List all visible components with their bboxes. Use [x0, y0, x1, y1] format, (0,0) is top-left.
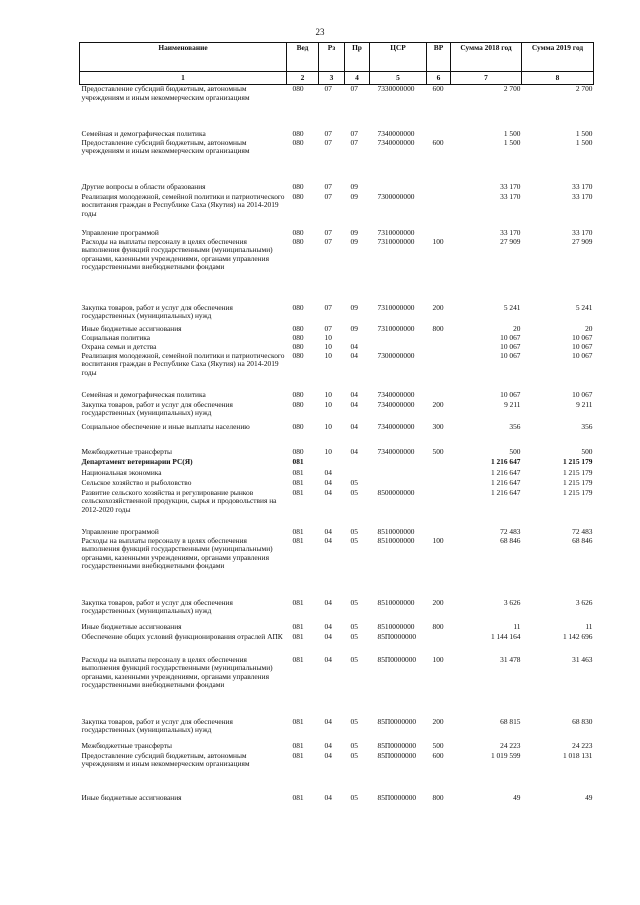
- row-csr: 7310000000: [377, 227, 415, 237]
- row-name: Национальная экономика: [81, 467, 162, 477]
- row-ved: 081: [292, 487, 304, 497]
- row-sum-2018: 1 500: [503, 137, 521, 147]
- row-vr: 100: [432, 535, 444, 545]
- row-rz: 07: [324, 84, 332, 93]
- row-sum-2018: 20: [513, 323, 521, 333]
- row-ved: 080: [292, 236, 304, 246]
- col-header-csr: ЦСР: [370, 43, 427, 72]
- col-number-2: 2: [287, 72, 319, 85]
- row-rz: 10: [324, 389, 332, 399]
- page-number: 23: [315, 27, 325, 37]
- row-name: Управление программой: [81, 526, 159, 536]
- row-rz: 07: [324, 323, 332, 333]
- row-csr: 85П0000000: [377, 750, 417, 760]
- row-csr: [370, 479, 427, 489]
- row-ved: 080: [292, 191, 304, 201]
- col-header-vr: ВР: [427, 43, 451, 72]
- col-number-4: 4: [345, 72, 370, 85]
- row-vr: 500: [432, 446, 444, 456]
- row-pr: 04: [350, 350, 358, 360]
- row-name: Департамент ветеринарии РС(Я): [81, 456, 193, 466]
- row-pr: 05: [350, 526, 358, 536]
- table-row: [80, 238, 594, 304]
- row-csr: 7310000000: [377, 236, 415, 246]
- row-sum-2019: 1 215 179: [562, 467, 593, 477]
- row-name: Предоставление субсидий бюджетным, автономным учреждениям и иным некоммерческим организациям: [81, 750, 250, 769]
- row-csr: 85П0000000: [377, 654, 417, 664]
- row-vr: [427, 458, 451, 469]
- row-vr: [427, 334, 451, 343]
- row-pr: 05: [350, 740, 358, 750]
- row-name: Закупка товаров, работ и услуг для обеспечения государственных (муниципальных) нужд: [81, 597, 233, 616]
- row-rz: 04: [324, 487, 332, 497]
- row-sum-2018: 500: [509, 446, 521, 456]
- row-sum-2019: 33 170: [572, 191, 593, 201]
- row-csr: 7340000000: [377, 389, 415, 399]
- row-name: Межбюджетные трансферты: [81, 740, 172, 750]
- col-header-sum-2018: Сумма 2018 год: [451, 43, 522, 72]
- row-name: Другие вопросы в области образования: [81, 181, 206, 191]
- row-csr: 7310000000: [377, 302, 415, 312]
- row-ved: 080: [292, 446, 304, 456]
- row-csr: 7300000000: [377, 191, 415, 201]
- row-pr: 09: [350, 181, 358, 191]
- row-name: Расходы на выплаты персоналу в целях обеспечения выполнения функций государственными (муниципальными) органами, казенными учреждениями, органами управления государственными внебюджетными фондами: [81, 535, 273, 571]
- row-vr: 600: [432, 137, 444, 147]
- row-csr: 7300000000: [377, 350, 415, 360]
- row-ved: 081: [292, 456, 304, 466]
- row-sum-2018: 10 067: [500, 350, 521, 360]
- row-rz: 10: [324, 446, 332, 456]
- row-vr: 800: [432, 621, 444, 631]
- row-rz: 04: [324, 631, 332, 641]
- row-pr: 09: [350, 236, 358, 246]
- row-rz: 10: [324, 341, 332, 351]
- row-sum-2018: 1 216 647: [490, 456, 521, 466]
- table-header: [80, 43, 594, 85]
- row-sum-2018: 1 216 647: [490, 467, 521, 477]
- row-pr: 05: [350, 716, 358, 726]
- row-sum-2019: 68 830: [572, 716, 593, 726]
- table-row: [80, 633, 594, 656]
- row-rz: 10: [324, 350, 332, 360]
- table-row: [80, 183, 594, 193]
- row-sum-2018: 3 626: [503, 597, 521, 607]
- row-rz: 04: [324, 467, 332, 477]
- row-sum-2018: 10 067: [500, 389, 521, 399]
- row-ved: 080: [292, 350, 304, 360]
- row-sum-2018: 24 223: [500, 740, 521, 750]
- row-ved: 080: [292, 84, 304, 93]
- row-pr: 05: [350, 477, 358, 487]
- row-sum-2019: 500: [581, 446, 593, 456]
- row-ved: 080: [292, 323, 304, 333]
- row-name: Иные бюджетные ассигнования: [81, 792, 182, 802]
- row-sum-2019: 5 241: [575, 302, 593, 312]
- col-number-1: 1: [80, 72, 287, 85]
- row-sum-2018: 27 909: [500, 236, 521, 246]
- row-rz: 10: [324, 399, 332, 409]
- row-rz: 07: [324, 302, 332, 312]
- row-ved: 081: [292, 535, 304, 545]
- row-sum-2019: 33 170: [572, 227, 593, 237]
- col-header-sum-2019: Сумма 2019 год: [522, 43, 594, 72]
- table-row: [80, 537, 594, 599]
- row-pr: 05: [350, 487, 358, 497]
- table-row: [80, 352, 594, 391]
- table-row: [80, 656, 594, 718]
- row-csr: [370, 183, 427, 193]
- row-csr: 7330000000: [377, 84, 415, 93]
- row-pr: 05: [350, 654, 358, 664]
- row-sum-2019: 24 223: [572, 740, 593, 750]
- row-sum-2019: 20: [585, 323, 593, 333]
- row-csr: 85П0000000: [377, 716, 417, 726]
- row-name: Обеспечение общих условий функционирования отраслей АПК: [81, 631, 283, 641]
- row-sum-2019: 1 215 179: [562, 487, 593, 497]
- row-vr: [427, 193, 451, 229]
- row-csr: 8510000000: [377, 535, 415, 545]
- row-name: Социальная политика: [81, 332, 151, 342]
- row-sum-2018: 72 483: [500, 526, 521, 536]
- row-sum-2018: 68 815: [500, 716, 521, 726]
- table-row: [80, 752, 594, 794]
- row-rz: 04: [324, 621, 332, 631]
- row-pr: 07: [350, 84, 358, 93]
- row-sum-2018: 49: [513, 792, 521, 802]
- table-row: [80, 304, 594, 325]
- row-sum-2018: 33 170: [500, 181, 521, 191]
- row-ved: 080: [292, 128, 304, 138]
- table-row: [80, 448, 594, 458]
- row-csr: [370, 334, 427, 343]
- row-sum-2019: 1 215 179: [562, 477, 593, 487]
- row-csr: 7340000000: [377, 137, 415, 147]
- row-ved: 080: [292, 332, 304, 342]
- row-pr: 07: [350, 128, 358, 138]
- row-vr: 800: [432, 792, 444, 802]
- row-sum-2019: 9 211: [576, 399, 593, 409]
- table-row: [80, 139, 594, 183]
- table-row: [80, 391, 594, 401]
- row-name: Охрана семьи и детства: [81, 341, 157, 351]
- row-name: Расходы на выплаты персоналу в целях обеспечения выполнения функций государственными (муниципальными) органами, казенными учреждениями, органами управления государственными внебюджетными фондами: [81, 236, 273, 272]
- row-rz: 04: [324, 597, 332, 607]
- row-pr: 09: [350, 302, 358, 312]
- row-sum-2018: 9 211: [504, 399, 521, 409]
- row-ved: 081: [292, 467, 304, 477]
- row-vr: [427, 469, 451, 479]
- table-row: [80, 193, 594, 229]
- row-name: Закупка товаров, работ и услуг для обеспечения государственных (муниципальных) нужд: [81, 399, 233, 418]
- row-sum-2019: 10 067: [572, 341, 593, 351]
- col-number-7: 7: [451, 72, 522, 85]
- row-csr: 7310000000: [377, 323, 415, 333]
- header-row: [80, 43, 594, 72]
- col-header-name: Наименование: [80, 43, 287, 72]
- row-pr: 09: [350, 191, 358, 201]
- row-name: Закупка товаров, работ и услуг для обеспечения государственных (муниципальных) нужд: [81, 302, 233, 321]
- row-sum-2019: 49: [585, 792, 593, 802]
- row-ved: 081: [292, 716, 304, 726]
- row-name: Социальное обеспечение и иные выплаты населению: [81, 421, 250, 431]
- row-vr: [427, 352, 451, 391]
- col-number-5: 5: [370, 72, 427, 85]
- row-sum-2018: 68 846: [500, 535, 521, 545]
- row-vr: 300: [432, 421, 444, 431]
- row-rz: [319, 458, 345, 469]
- row-csr: 8510000000: [377, 597, 415, 607]
- row-sum-2018: 1 216 647: [490, 477, 521, 487]
- row-pr: 05: [350, 792, 358, 802]
- table-row: [80, 489, 594, 528]
- col-header-pr: Пр: [345, 43, 370, 72]
- row-vr: [427, 183, 451, 193]
- row-rz: 04: [324, 792, 332, 802]
- row-csr: 8510000000: [377, 621, 415, 631]
- row-rz: 07: [324, 181, 332, 191]
- row-ved: 081: [292, 477, 304, 487]
- table-row: [80, 623, 594, 633]
- row-vr: [427, 479, 451, 489]
- row-name: Семейная и демографическая политика: [81, 389, 206, 399]
- row-pr: 05: [350, 597, 358, 607]
- row-sum-2019: 68 846: [572, 535, 593, 545]
- table-body: [80, 85, 594, 804]
- row-csr: [370, 458, 427, 469]
- table-row: [80, 458, 594, 469]
- row-pr: 04: [350, 389, 358, 399]
- row-rz: 10: [324, 332, 332, 342]
- row-vr: 100: [432, 654, 444, 664]
- row-sum-2019: 11: [585, 621, 593, 631]
- row-rz: 04: [324, 740, 332, 750]
- row-pr: [345, 458, 370, 469]
- col-number-6: 6: [427, 72, 451, 85]
- row-sum-2019: 356: [581, 421, 593, 431]
- row-pr: 04: [350, 421, 358, 431]
- budget-table: [79, 42, 594, 804]
- row-sum-2019: 3 626: [575, 597, 593, 607]
- row-sum-2018: 1 216 647: [490, 487, 521, 497]
- row-ved: 080: [292, 421, 304, 431]
- row-csr: 85П0000000: [377, 631, 417, 641]
- row-ved: 081: [292, 621, 304, 631]
- row-sum-2018: 1 144 164: [490, 631, 521, 641]
- row-sum-2019: 2 700: [575, 84, 593, 93]
- row-vr: 200: [432, 716, 444, 726]
- row-name: Развитие сельского хозяйства и регулирование рынков сельскохозяйственной продукции, сырья и продовольствия на 2012-2020 годы: [81, 487, 277, 514]
- row-vr: 100: [432, 236, 444, 246]
- row-sum-2018: 2 700: [503, 84, 521, 93]
- row-ved: 080: [292, 389, 304, 399]
- row-csr: 7340000000: [377, 421, 415, 431]
- row-rz: 04: [324, 750, 332, 760]
- row-sum-2019: 1 142 696: [562, 631, 593, 641]
- row-sum-2019: 27 909: [572, 236, 593, 246]
- row-ved: 080: [292, 399, 304, 409]
- row-pr: 09: [350, 227, 358, 237]
- row-vr: 500: [432, 740, 444, 750]
- row-sum-2019: 1 215 179: [562, 456, 593, 466]
- row-name: Реализация молодежной, семейной политики и патриотического воспитания граждан в Республике Саха (Якутия) на 2014-2019 годы: [81, 191, 285, 218]
- row-sum-2019: 33 170: [572, 181, 593, 191]
- row-vr: 800: [432, 323, 444, 333]
- col-header-rz: Рз: [319, 43, 345, 72]
- row-rz: 07: [324, 128, 332, 138]
- row-rz: 04: [324, 535, 332, 545]
- row-vr: [427, 391, 451, 401]
- table-row: [80, 479, 594, 489]
- table-row: [80, 599, 594, 623]
- row-rz: 07: [324, 137, 332, 147]
- row-sum-2018: 33 170: [500, 191, 521, 201]
- row-sum-2018: 1 500: [503, 128, 521, 138]
- row-rz: 04: [324, 654, 332, 664]
- row-pr: 05: [350, 631, 358, 641]
- row-ved: 081: [292, 750, 304, 760]
- row-name: Реализация молодежной, семейной политики и патриотического воспитания граждан в Республике Саха (Якутия) на 2014-2019 годы: [81, 350, 285, 377]
- row-pr: 04: [350, 446, 358, 456]
- table-row: [80, 469, 594, 479]
- row-csr: 8510000000: [377, 526, 415, 536]
- row-name: Закупка товаров, работ и услуг для обеспечения государственных (муниципальных) нужд: [81, 716, 233, 735]
- table-row: [80, 794, 594, 804]
- row-ved: 080: [292, 341, 304, 351]
- row-vr: 200: [432, 302, 444, 312]
- col-header-ved: Вед: [287, 43, 319, 72]
- row-ved: 080: [292, 227, 304, 237]
- row-csr: 85П0000000: [377, 792, 417, 802]
- col-number-3: 3: [319, 72, 345, 85]
- row-pr: 05: [350, 750, 358, 760]
- row-csr: 7340000000: [377, 399, 415, 409]
- row-pr: 05: [350, 535, 358, 545]
- row-name: Иные бюджетные ассигнования: [81, 621, 182, 631]
- row-ved: 080: [292, 302, 304, 312]
- row-ved: 081: [292, 597, 304, 607]
- row-sum-2018: 31 478: [500, 654, 521, 664]
- row-name: Управление программой: [81, 227, 159, 237]
- table-row: [80, 85, 594, 130]
- row-sum-2018: 1 019 599: [490, 750, 521, 760]
- row-sum-2018: 10 067: [500, 332, 521, 342]
- row-vr: [427, 633, 451, 656]
- row-sum-2018: 5 241: [503, 302, 521, 312]
- row-vr: 200: [432, 597, 444, 607]
- row-vr: 200: [432, 399, 444, 409]
- row-csr: 85П0000000: [377, 740, 417, 750]
- row-rz: 07: [324, 236, 332, 246]
- row-sum-2019: 1 018 131: [562, 750, 593, 760]
- row-sum-2019: 10 067: [572, 389, 593, 399]
- row-sum-2018: 10 067: [500, 341, 521, 351]
- row-ved: 081: [292, 654, 304, 664]
- row-rz: 04: [324, 477, 332, 487]
- row-csr: 8500000000: [377, 487, 415, 497]
- row-vr: [427, 343, 451, 352]
- row-ved: 081: [292, 792, 304, 802]
- row-rz: 07: [324, 227, 332, 237]
- row-vr: [427, 489, 451, 528]
- row-ved: 081: [292, 740, 304, 750]
- row-pr: 07: [350, 137, 358, 147]
- col-number-8: 8: [522, 72, 594, 85]
- row-ved: 080: [292, 181, 304, 191]
- row-sum-2019: 1 500: [575, 128, 593, 138]
- table-row: [80, 401, 594, 423]
- row-pr: [345, 469, 370, 479]
- row-rz: 07: [324, 191, 332, 201]
- row-pr: 09: [350, 323, 358, 333]
- row-name: Предоставление субсидий бюджетным, автономным учреждениям и иным некоммерческим организациям: [81, 137, 250, 156]
- row-vr: 600: [432, 750, 444, 760]
- row-pr: 04: [350, 341, 358, 351]
- row-name: Иные бюджетные ассигнования: [81, 323, 182, 333]
- row-sum-2019: 72 483: [572, 526, 593, 536]
- row-ved: 081: [292, 526, 304, 536]
- table-row: [80, 742, 594, 752]
- row-sum-2019: 10 067: [572, 332, 593, 342]
- header-number-row: [80, 72, 594, 85]
- row-csr: [370, 469, 427, 479]
- row-sum-2019: 1 500: [575, 137, 593, 147]
- table-row: [80, 423, 594, 448]
- row-rz: 10: [324, 421, 332, 431]
- row-name: Расходы на выплаты персоналу в целях обеспечения выполнения функций государственными (муниципальными) органами, казенными учреждениями, органами управления государственными внебюджетными фондами: [81, 654, 273, 690]
- row-rz: 04: [324, 716, 332, 726]
- row-ved: 081: [292, 631, 304, 641]
- row-rz: 04: [324, 526, 332, 536]
- table-row: [80, 718, 594, 742]
- row-name: Семейная и демографическая политика: [81, 128, 206, 138]
- row-csr: 7340000000: [377, 128, 415, 138]
- row-name: Сельское хозяйство и рыболовство: [81, 477, 192, 487]
- row-name: Предоставление субсидий бюджетным, автономным учреждениям и иным некоммерческим организациям: [81, 84, 250, 102]
- row-csr: 7340000000: [377, 446, 415, 456]
- row-pr: 04: [350, 399, 358, 409]
- row-sum-2018: 33 170: [500, 227, 521, 237]
- row-sum-2019: 10 067: [572, 350, 593, 360]
- row-sum-2018: 356: [509, 421, 521, 431]
- row-vr: 600: [432, 84, 444, 93]
- row-sum-2019: 31 463: [572, 654, 593, 664]
- row-ved: 080: [292, 137, 304, 147]
- row-name: Межбюджетные трансферты: [81, 446, 172, 456]
- row-sum-2018: 11: [513, 621, 521, 631]
- row-pr: 05: [350, 621, 358, 631]
